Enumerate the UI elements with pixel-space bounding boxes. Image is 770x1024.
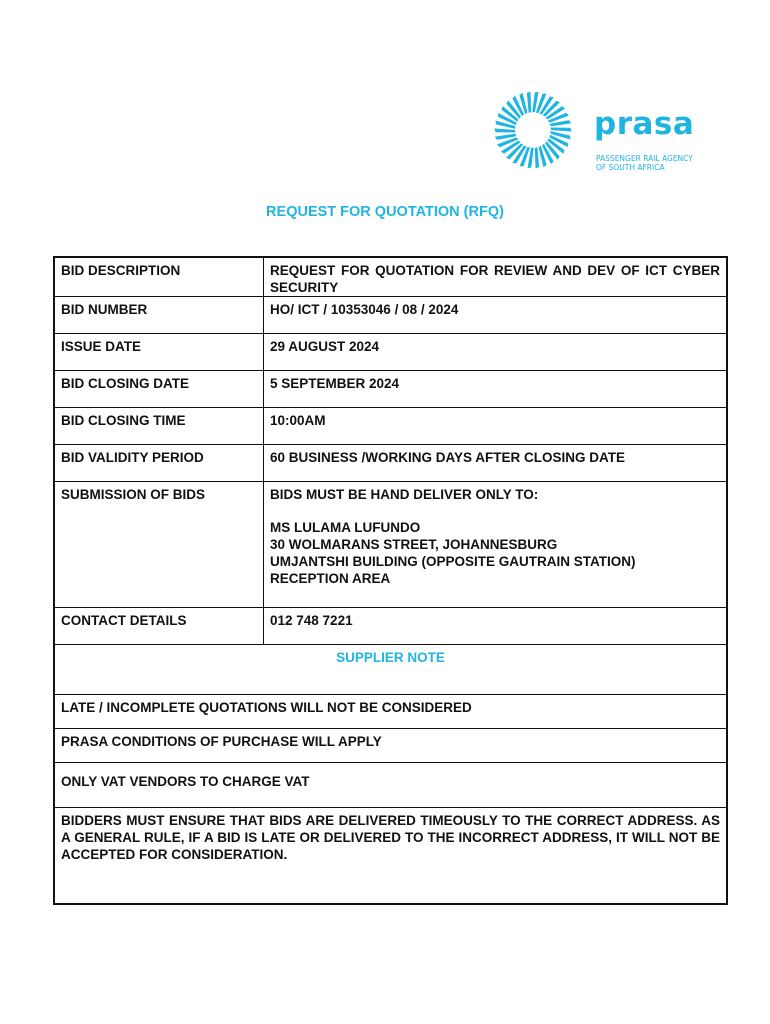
supplier-note-item: ONLY VAT VENDORS TO CHARGE VAT	[54, 763, 727, 808]
row-value: 10:00AM	[264, 408, 728, 445]
table-row	[54, 608, 727, 645]
address-line: RECEPTION AREA	[270, 571, 391, 586]
table-row	[54, 371, 727, 408]
submission-intro: BIDS MUST BE HAND DELIVER ONLY TO:	[270, 487, 539, 502]
table-row	[54, 297, 727, 334]
logo-tagline-line-1: PASSENGER RAIL AGENCY	[596, 154, 693, 163]
submission-address	[264, 482, 728, 608]
row-label: SUBMISSION OF BIDS	[54, 482, 264, 608]
table-row	[54, 695, 727, 729]
table-row	[54, 482, 727, 608]
row-value: 60 BUSINESS /WORKING DAYS AFTER CLOSING DATE	[264, 445, 728, 482]
row-label: BID NUMBER	[54, 297, 264, 334]
row-label: ISSUE DATE	[54, 334, 264, 371]
row-label: BID VALIDITY PERIOD	[54, 445, 264, 482]
row-value: HO/ ICT / 10353046 / 08 / 2024	[264, 297, 728, 334]
address-line: UMJANTSHI BUILDING (OPPOSITE GAUTRAIN STATION)	[270, 554, 636, 569]
row-value: 012 748 7221	[264, 608, 728, 645]
table-row	[54, 257, 727, 297]
supplier-note-item: PRASA CONDITIONS OF PURCHASE WILL APPLY	[54, 729, 727, 763]
table-row	[54, 645, 727, 695]
row-label: BID DESCRIPTION	[54, 257, 264, 297]
page-title: REQUEST FOR QUOTATION (RFQ)	[266, 204, 504, 220]
supplier-note-item: LATE / INCOMPLETE QUOTATIONS WILL NOT BE CONSIDERED	[54, 695, 727, 729]
logo-tagline-line-2: OF SOUTH AFRICA	[596, 163, 665, 172]
table-row	[54, 445, 727, 482]
row-value: 29 AUGUST 2024	[264, 334, 728, 371]
supplier-note-heading: SUPPLIER NOTE	[54, 645, 727, 695]
table-row	[54, 729, 727, 763]
row-label: BID CLOSING TIME	[54, 408, 264, 445]
supplier-note-item: BIDDERS MUST ENSURE THAT BIDS ARE DELIVERED TIMEOUSLY TO THE CORRECT ADDRESS. AS A GENERAL RULE, IF A BID IS LATE OR DELIVERED TO THE INCORRECT ADDRESS, IT WILL NOT BE ACCEPTED FOR CONSIDERATION.	[54, 808, 727, 904]
address-line: MS LULAMA LUFUNDO	[270, 520, 421, 535]
logo-tagline	[596, 154, 693, 172]
prasa-swirl-icon	[490, 92, 576, 168]
address-line: 30 WOLMARANS STREET, JOHANNESBURG	[270, 537, 558, 552]
rfq-details-table	[53, 256, 728, 905]
logo-wordmark: prasa	[594, 106, 695, 142]
row-value: 5 SEPTEMBER 2024	[264, 371, 728, 408]
row-label: BID CLOSING DATE	[54, 371, 264, 408]
row-value: REQUEST FOR QUOTATION FOR REVIEW AND DEV OF ICT CYBER SECURITY	[264, 257, 728, 297]
table-row	[54, 763, 727, 808]
table-row	[54, 408, 727, 445]
table-row	[54, 334, 727, 371]
table-row	[54, 808, 727, 904]
row-label: CONTACT DETAILS	[54, 608, 264, 645]
prasa-logo	[490, 92, 710, 172]
